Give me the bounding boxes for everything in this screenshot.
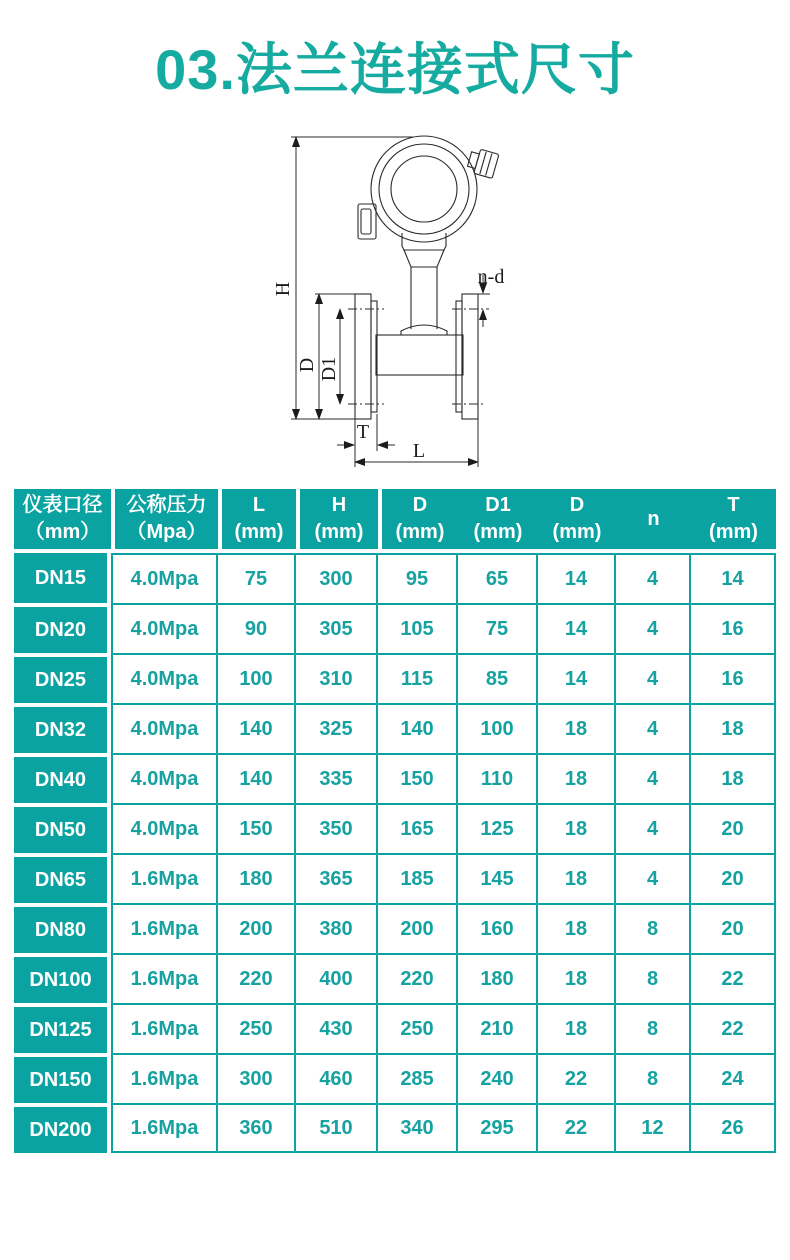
cell-l: 150 [218,803,296,853]
cell-l: 100 [218,653,296,703]
cell-h: 380 [296,903,378,953]
cell-h: 300 [296,553,378,603]
cell-t: 22 [691,953,776,1003]
cell-d: 340 [378,1103,458,1153]
cell-h: 310 [296,653,378,703]
cell-n: 4 [616,753,691,803]
cell-d1: 160 [458,903,538,953]
cell-d2: 14 [538,603,616,653]
cell-d2: 18 [538,953,616,1003]
cell-d2: 22 [538,1053,616,1103]
cell-h: 335 [296,753,378,803]
cell-d: 140 [378,703,458,753]
cell-d: 185 [378,853,458,903]
cell-t: 20 [691,903,776,953]
cell-h: 400 [296,953,378,1003]
table-row [14,703,776,753]
cell-l: 140 [218,703,296,753]
cell-pressure: 1.6Mpa [111,1103,218,1153]
cell-d2: 18 [538,1003,616,1053]
cell-t: 18 [691,753,776,803]
cell-n: 4 [616,853,691,903]
spec-table [14,489,776,1153]
cell-pressure: 4.0Mpa [111,603,218,653]
cell-d1: 75 [458,603,538,653]
cell-d: 220 [378,953,458,1003]
meter-body [348,294,489,419]
col-header-l: L (mm) [218,489,296,553]
cell-d2: 14 [538,553,616,603]
col-header-d2: D (mm) [538,489,616,553]
table-row [14,753,776,803]
cell-dn: DN200 [14,1103,111,1153]
page-title: 03.法兰连接式尺寸 [155,38,635,101]
cell-h: 365 [296,853,378,903]
cell-n: 8 [616,1003,691,1053]
dimension-l [355,419,478,467]
cell-d1: 180 [458,953,538,1003]
dimension-h [272,137,413,419]
cell-h: 325 [296,703,378,753]
cell-h: 350 [296,803,378,853]
cell-d2: 18 [538,753,616,803]
cell-t: 20 [691,853,776,903]
cell-t: 18 [691,703,776,753]
header-row [14,489,776,553]
cell-l: 220 [218,953,296,1003]
cell-dn: DN150 [14,1053,111,1103]
dimension-label-nd: n-d [477,266,505,289]
cell-n: 4 [616,553,691,603]
cell-h: 510 [296,1103,378,1153]
cell-h: 460 [296,1053,378,1103]
cell-dn: DN80 [14,903,111,953]
cell-pressure: 1.6Mpa [111,1003,218,1053]
cell-d2: 18 [538,853,616,903]
col-header-t: T (mm) [691,489,776,553]
cell-d2: 22 [538,1103,616,1153]
table-row [14,953,776,1003]
cell-t: 22 [691,1003,776,1053]
dimension-label-t: T [356,421,370,444]
dimension-label-h: H [272,281,294,297]
cell-d: 285 [378,1053,458,1103]
cell-l: 75 [218,553,296,603]
table-row [14,903,776,953]
cell-d: 200 [378,903,458,953]
cell-n: 4 [616,653,691,703]
dimension-d [296,294,355,419]
cell-pressure: 4.0Mpa [111,753,218,803]
cell-d1: 240 [458,1053,538,1103]
cell-d1: 210 [458,1003,538,1053]
dimension-label-l: L [412,440,426,463]
cell-dn: DN32 [14,703,111,753]
cell-dn: DN15 [14,553,111,603]
table-row [14,803,776,853]
cell-l: 250 [218,1003,296,1053]
col-header-pressure: 公称压力 （Mpa） [111,489,218,553]
cell-pressure: 1.6Mpa [111,1053,218,1103]
dimension-label-d: D [296,357,318,373]
table-row [14,603,776,653]
cell-d: 115 [378,653,458,703]
cell-d: 105 [378,603,458,653]
cell-n: 8 [616,1053,691,1103]
cell-l: 180 [218,853,296,903]
flowmeter-drawing [261,117,541,477]
cell-pressure: 1.6Mpa [111,903,218,953]
cell-pressure: 4.0Mpa [111,553,218,603]
table-row [14,1003,776,1053]
col-header-bore: 仪表口径 （mm） [14,489,111,553]
cell-dn: DN50 [14,803,111,853]
cell-pressure: 1.6Mpa [111,853,218,903]
cell-d: 150 [378,753,458,803]
cell-d: 95 [378,553,458,603]
dimension-label-d1: D1 [318,356,340,382]
cell-t: 20 [691,803,776,853]
cell-dn: DN125 [14,1003,111,1053]
col-header-n: n [616,489,691,553]
cell-pressure: 4.0Mpa [111,703,218,753]
side-box [358,204,376,239]
cell-h: 305 [296,603,378,653]
cell-n: 8 [616,953,691,1003]
cell-dn: DN20 [14,603,111,653]
cell-d1: 125 [458,803,538,853]
cell-n: 8 [616,903,691,953]
cell-dn: DN40 [14,753,111,803]
cell-n: 4 [616,603,691,653]
cell-n: 4 [616,703,691,753]
cable-gland [466,147,499,178]
cell-d1: 295 [458,1103,538,1153]
cell-l: 140 [218,753,296,803]
cell-d1: 100 [458,703,538,753]
cell-d1: 85 [458,653,538,703]
cell-t: 16 [691,653,776,703]
cell-d: 165 [378,803,458,853]
cell-l: 90 [218,603,296,653]
cell-d1: 145 [458,853,538,903]
cell-pressure: 4.0Mpa [111,803,218,853]
cell-t: 16 [691,603,776,653]
cell-l: 200 [218,903,296,953]
cell-d2: 14 [538,653,616,703]
cell-d2: 18 [538,703,616,753]
col-header-h: H (mm) [296,489,378,553]
cell-pressure: 1.6Mpa [111,953,218,1003]
cell-l: 300 [218,1053,296,1103]
cell-pressure: 4.0Mpa [111,653,218,703]
table-row [14,853,776,903]
table-row [14,1103,776,1153]
cell-n: 4 [616,803,691,853]
col-header-d1: D1 (mm) [458,489,538,553]
cell-t: 24 [691,1053,776,1103]
dimension-nd [478,266,505,327]
cell-dn: DN100 [14,953,111,1003]
cell-d1: 110 [458,753,538,803]
cell-n: 12 [616,1103,691,1153]
cell-dn: DN65 [14,853,111,903]
col-header-d: D (mm) [378,489,458,553]
table-row [14,653,776,703]
cell-dn: DN25 [14,653,111,703]
cell-d2: 18 [538,903,616,953]
table-row [14,553,776,603]
cell-d2: 18 [538,803,616,853]
table-row [14,1053,776,1103]
cell-h: 430 [296,1003,378,1053]
cell-t: 26 [691,1103,776,1153]
cell-t: 14 [691,553,776,603]
cell-d1: 65 [458,553,538,603]
cell-l: 360 [218,1103,296,1153]
flowmeter-diagram [261,117,541,477]
dimension-d1 [318,309,340,404]
cell-d: 250 [378,1003,458,1053]
